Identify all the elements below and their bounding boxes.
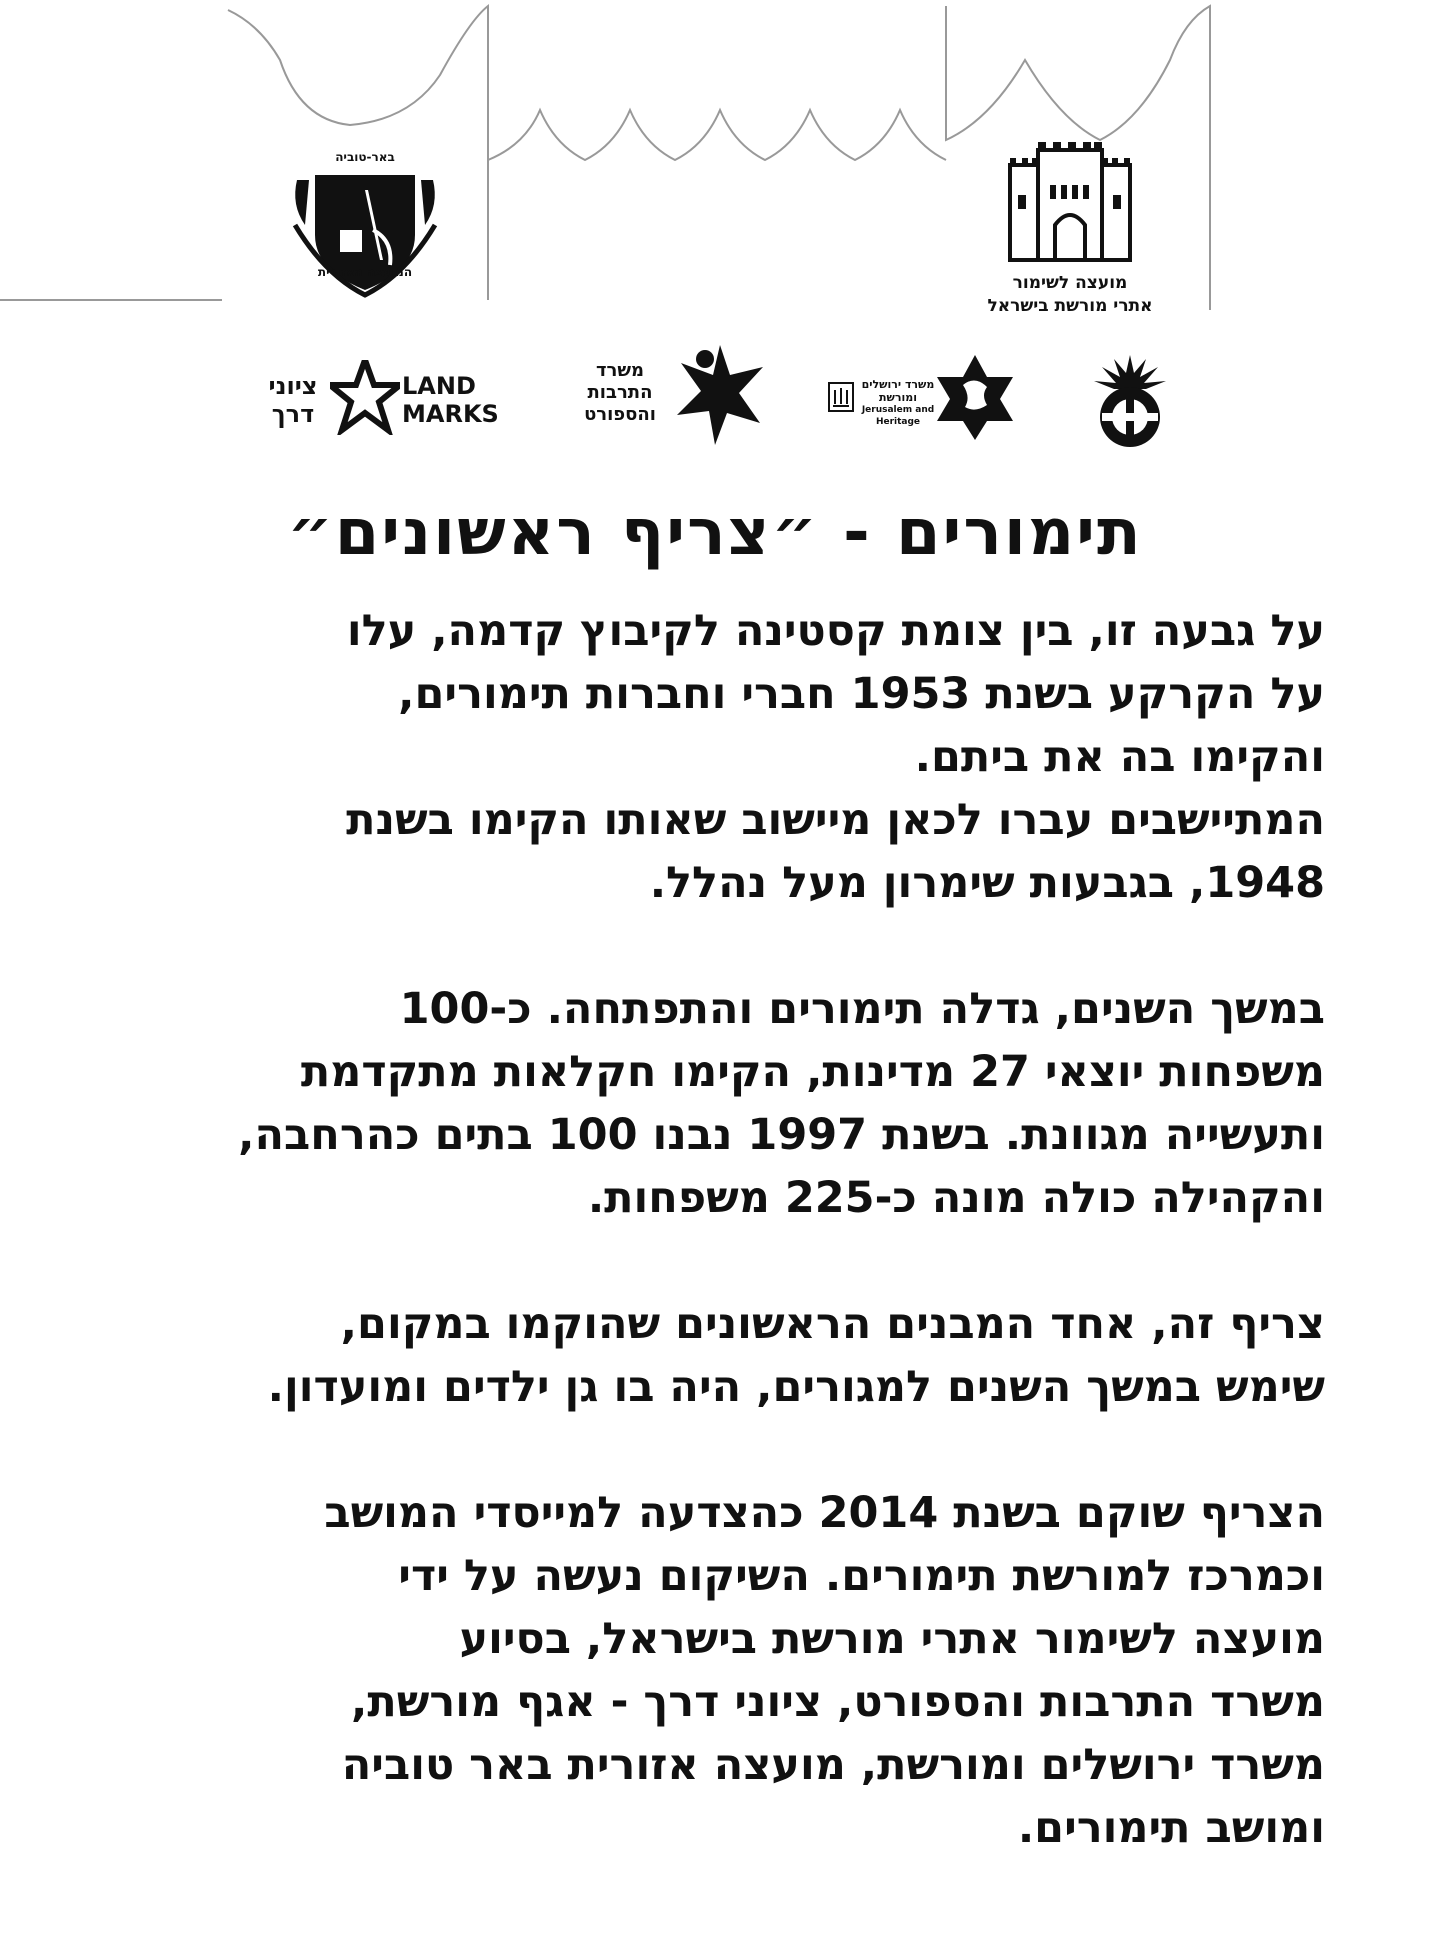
landmarks-hebrew-line1: ציוני: [268, 372, 318, 400]
text-line: והקימו בה את ביתם.: [914, 732, 1325, 782]
beer-tuvia-bottom-text: המועצה האזורית: [317, 265, 413, 279]
text-line: וכמרכז למורשת תימורים. השיקום נעשה על ידי: [398, 1551, 1325, 1601]
text-line: על גבעה זו, בין צומת קסטינה לקיבוץ קדמה, עלו: [346, 606, 1325, 656]
palm-gear-emblem-icon: [1088, 355, 1173, 450]
text-line: 1948, בגבעות שימרון מעל נהלל.: [649, 858, 1325, 908]
text-line: ותעשייה מגוונת. בשנת 1997 נבנו 100 בתים כהרחבה,: [238, 1110, 1325, 1160]
text-line: על הקרקע בשנת 1953 חברי וחברות תימורים,: [398, 669, 1325, 719]
text-line: צריף זה, אחד המבנים הראשונים שהוקמו במקום,: [340, 1299, 1325, 1349]
heritage-council-line2: אתרי מורשת בישראל: [987, 296, 1153, 316]
culture-ministry-star: [675, 345, 765, 445]
sign-outline: [0, 0, 1430, 320]
landmarks-star: [330, 360, 400, 435]
text-line: משפחות יוצאי 27 מדינות, הקימו חקלאות מתקדמת: [300, 1047, 1325, 1097]
castle-gate-icon: [1005, 140, 1135, 265]
text-line: מועצה לשימור אתרי מורשת בישראל, בסיוע: [459, 1614, 1325, 1664]
text-line: המתיישבים עברו לכאן מיישוב שאותו הקימו בשנת: [346, 795, 1325, 845]
text-line: ומושב תימורים.: [1017, 1803, 1325, 1853]
jerusalem-ministry-line1: משרד ירושלים: [861, 378, 935, 391]
timorim-logo: [1088, 355, 1173, 450]
beer-tuvia-top-text: באר-טוביה: [335, 150, 395, 164]
jerusalem-ministry-line2: ומורשת: [879, 391, 917, 404]
text-line: משרד ירושלים ומורשת, מועצה אזורית באר טוביה: [341, 1740, 1325, 1790]
culture-ministry-line3: והספורט: [584, 404, 656, 425]
star-figure-icon: [330, 360, 400, 435]
text-line: משרד התרבות והספורט, ציוני דרך - אגף מורשת,: [351, 1677, 1325, 1727]
jerusalem-ministry-line3: Jerusalem and Heritage: [861, 405, 935, 427]
paragraph-2: [125, 978, 1325, 1230]
paragraph-3: [125, 1293, 1325, 1419]
heritage-council-logo: [1005, 140, 1135, 265]
landmarks-english-line1: LAND: [402, 372, 476, 400]
landmarks-hebrew-line2: דרך: [271, 400, 315, 428]
text-line: והקהילה כולה מונה כ-225 משפחות.: [587, 1173, 1325, 1223]
paragraph-4: [125, 1482, 1325, 1860]
star-figure-icon: [675, 345, 765, 445]
text-line: שימש במשך השנים למגורים, היה בו גן ילדים ומועדון.: [267, 1362, 1325, 1412]
culture-ministry-line2: התרבות: [587, 382, 653, 403]
text-line: הצריף שוקם בשנת 2014 כהצדעה למייסדי המושב: [324, 1488, 1325, 1538]
jerusalem-ministry-star: [935, 355, 1015, 440]
text-line: במשך השנים, גדלה תימורים והתפתחה. כ-100: [399, 984, 1325, 1034]
culture-ministry-line1: משרד: [595, 360, 645, 381]
page-title: תימורים - ״צריף ראשונים״: [287, 496, 1143, 570]
body-text: [125, 600, 1325, 1923]
landmarks-english-line2: MARKS: [402, 400, 499, 428]
heritage-council-line1: מועצה לשימור: [1012, 273, 1128, 293]
lion-star-icon: [935, 355, 1015, 440]
paragraph-1: [125, 600, 1325, 915]
